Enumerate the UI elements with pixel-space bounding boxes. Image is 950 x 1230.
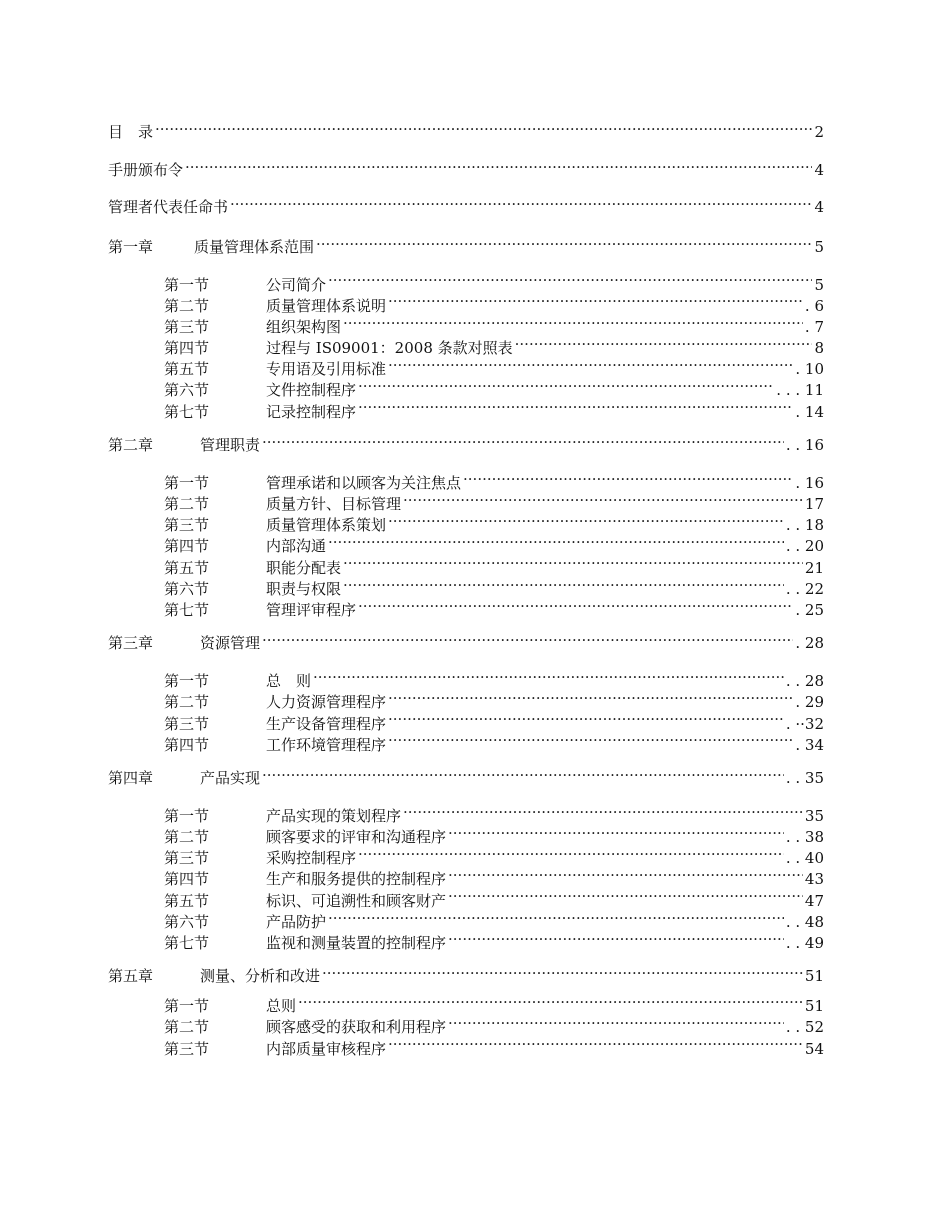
section-label: 第二节 <box>164 495 210 513</box>
dot-leader <box>328 913 784 927</box>
toc-section[interactable] <box>108 402 824 423</box>
dot-leader <box>388 693 793 707</box>
toc-section[interactable] <box>108 536 824 557</box>
section-title: 文件控制程序 <box>266 381 357 400</box>
dot-leader <box>343 559 803 573</box>
toc-section[interactable] <box>108 515 824 536</box>
section-label: 第一节 <box>164 275 210 294</box>
section-label: 第七节 <box>164 934 210 952</box>
section-title: 管理评审程序 <box>266 600 357 619</box>
dot-leader <box>262 436 784 450</box>
page-number: . . 18 <box>785 516 824 535</box>
section-title: 顾客要求的评审和沟通程序 <box>266 828 447 847</box>
page-number: . . 49 <box>785 934 824 952</box>
toc-section[interactable] <box>108 827 824 848</box>
toc-chapter-1[interactable] <box>108 225 824 267</box>
page-number: . . 40 <box>785 849 824 868</box>
page-number: . . 20 <box>785 537 824 556</box>
dot-leader <box>388 297 803 311</box>
dot-leader <box>298 997 803 1011</box>
chapter-label: 第一章 <box>108 237 154 256</box>
toc-section[interactable] <box>108 912 824 933</box>
section-title: 人力资源管理程序 <box>266 693 387 712</box>
dot-leader <box>155 123 812 137</box>
page-number: . . 22 <box>785 579 824 598</box>
toc-section[interactable] <box>108 1017 824 1038</box>
page-number: . . 16 <box>785 435 824 454</box>
page-number: . . 38 <box>785 828 824 847</box>
section-title: 监视和测量装置的控制程序 <box>266 934 447 952</box>
dot-leader <box>316 238 812 252</box>
page-number: . ··32 <box>785 714 824 733</box>
chapter-title: 测量、分析和改进 <box>200 967 321 986</box>
dot-leader <box>358 849 784 863</box>
section-label: 第一节 <box>164 997 210 1016</box>
dot-leader <box>358 403 793 417</box>
dot-leader <box>403 807 803 821</box>
page-number: 17 <box>804 495 824 513</box>
page-number: . 25 <box>795 600 824 619</box>
toc-section[interactable] <box>108 275 824 296</box>
section-title: 组织架构图 <box>266 317 342 336</box>
toc-section[interactable] <box>108 806 824 827</box>
table-of-contents <box>108 112 824 1060</box>
section-title: 工作环境管理程序 <box>266 735 387 754</box>
chapter-title: 管理职责 <box>200 435 261 454</box>
toc-entry-contents[interactable] <box>108 112 824 150</box>
page-number: 54 <box>804 1039 824 1058</box>
chapter-label: 第二章 <box>108 435 154 454</box>
chapter-label: 第四章 <box>108 768 154 787</box>
dot-leader <box>358 381 774 395</box>
dot-leader <box>313 672 784 686</box>
page-number: 5 <box>814 275 824 294</box>
dot-leader <box>358 601 793 615</box>
section-label: 第四节 <box>164 537 210 556</box>
section-title: 职责与权限 <box>266 579 342 598</box>
section-title: 生产设备管理程序 <box>266 714 387 733</box>
toc-chapter-5[interactable] <box>108 954 824 996</box>
dot-leader <box>463 474 793 488</box>
toc-section[interactable] <box>108 338 824 359</box>
page-number: . . . 11 <box>776 381 824 400</box>
dot-leader <box>403 495 803 509</box>
toc-chapter-2[interactable] <box>108 423 824 465</box>
chapter-label: 第五章 <box>108 967 154 986</box>
toc-section[interactable] <box>108 579 824 600</box>
dot-leader <box>515 339 812 353</box>
section-title: 总 则 <box>266 672 312 691</box>
section-title: 质量管理体系说明 <box>266 296 387 315</box>
section-title: 质量方针、目标管理 <box>266 495 402 513</box>
page-number: 51 <box>804 997 824 1016</box>
section-title: 质量管理体系策划 <box>266 516 387 535</box>
page-number: . 28 <box>795 634 824 653</box>
section-label: 第七节 <box>164 402 210 421</box>
dot-leader <box>448 828 784 842</box>
section-title: 顾客感受的获取和利用程序 <box>266 1018 447 1037</box>
toc-section[interactable] <box>108 473 824 494</box>
page-number: . . 28 <box>785 672 824 691</box>
section-label: 第五节 <box>164 360 210 379</box>
section-title: 公司简介 <box>266 275 327 294</box>
page-number: . 14 <box>795 402 824 421</box>
toc-section[interactable] <box>108 869 824 890</box>
dot-leader <box>328 537 784 551</box>
dot-leader <box>262 769 784 783</box>
toc-section[interactable] <box>108 996 824 1017</box>
toc-section[interactable] <box>108 494 824 515</box>
entry-title: 管理者代表任命书 <box>108 198 229 216</box>
dot-leader <box>322 967 803 981</box>
page-number: . 10 <box>795 360 824 379</box>
toc-section[interactable] <box>108 692 824 713</box>
dot-leader <box>388 736 793 750</box>
toc-entry-rep-appointment[interactable] <box>108 187 824 225</box>
page-number: 8 <box>814 339 824 358</box>
page-number: . 34 <box>795 735 824 754</box>
page-number: . 6 <box>804 296 824 315</box>
page-number: 43 <box>804 870 824 889</box>
toc-section[interactable] <box>108 891 824 912</box>
entry-title: 目 录 <box>108 123 154 141</box>
dot-leader <box>343 580 784 594</box>
section-title: 总则 <box>266 997 297 1016</box>
page-number: 21 <box>804 558 824 577</box>
page-number: 47 <box>804 891 824 910</box>
dot-leader <box>388 1040 803 1054</box>
section-label: 第二节 <box>164 693 210 712</box>
section-label: 第五节 <box>164 558 210 577</box>
dot-leader <box>328 276 812 290</box>
chapter-title: 产品实现 <box>200 768 261 787</box>
section-label: 第七节 <box>164 600 210 619</box>
section-title: 管理承诺和以顾客为关注焦点 <box>266 473 462 492</box>
section-title: 标识、可追溯性和顾客财产 <box>266 891 447 910</box>
page-number: . 29 <box>795 693 824 712</box>
section-label: 第五节 <box>164 891 210 910</box>
toc-section[interactable] <box>108 380 824 401</box>
page-number: . . 35 <box>785 768 824 787</box>
toc-section[interactable] <box>108 296 824 317</box>
toc-section[interactable] <box>108 359 824 380</box>
page-number: 4 <box>814 160 824 179</box>
section-title: 记录控制程序 <box>266 402 357 421</box>
page-number: 4 <box>814 198 824 216</box>
chapter-title: 质量管理体系范围 <box>194 237 315 256</box>
page-number: 35 <box>804 806 824 825</box>
dot-leader <box>343 318 803 332</box>
toc-section[interactable] <box>108 735 824 756</box>
page-number: . 16 <box>795 473 824 492</box>
page-number: 51 <box>804 967 824 986</box>
section-label: 第三节 <box>164 849 210 868</box>
toc-section[interactable] <box>108 848 824 869</box>
section-title: 内部质量审核程序 <box>266 1039 387 1058</box>
toc-section[interactable] <box>108 714 824 735</box>
chapter-title: 资源管理 <box>200 634 261 653</box>
section-title: 生产和服务提供的控制程序 <box>266 870 447 889</box>
section-title: 产品实现的策划程序 <box>266 806 402 825</box>
section-label: 第四节 <box>164 735 210 754</box>
toc-section[interactable] <box>108 933 824 954</box>
dot-leader <box>388 715 784 729</box>
section-label: 第一节 <box>164 806 210 825</box>
dot-leader <box>448 870 803 884</box>
section-label: 第六节 <box>164 381 210 400</box>
toc-section[interactable] <box>108 1039 824 1060</box>
toc-section[interactable] <box>108 671 824 692</box>
page-number: . 7 <box>804 317 824 336</box>
section-title: 职能分配表 <box>266 558 342 577</box>
section-label: 第三节 <box>164 714 210 733</box>
dot-leader <box>185 161 812 175</box>
section-label: 第一节 <box>164 672 210 691</box>
section-label: 第一节 <box>164 473 210 492</box>
section-label: 第二节 <box>164 296 210 315</box>
entry-title: 手册颁布令 <box>108 160 184 179</box>
section-label: 第三节 <box>164 516 210 535</box>
section-title: 过程与 IS09001：2008 条款对照表 <box>266 339 513 358</box>
toc-entry-manual-decree[interactable] <box>108 150 824 188</box>
toc-chapter-4[interactable] <box>108 756 824 798</box>
dot-leader <box>448 934 784 948</box>
toc-section[interactable] <box>108 600 824 621</box>
section-label: 第四节 <box>164 870 210 889</box>
dot-leader <box>230 198 812 212</box>
dot-leader <box>388 516 784 530</box>
section-label: 第三节 <box>164 317 210 336</box>
dot-leader <box>388 360 793 374</box>
toc-chapter-3[interactable] <box>108 621 824 663</box>
section-title: 内部沟通 <box>266 537 327 556</box>
section-title: 专用语及引用标准 <box>266 360 387 379</box>
section-label: 第三节 <box>164 1039 210 1058</box>
dot-leader <box>448 1018 784 1032</box>
page-number: . . 52 <box>785 1018 824 1037</box>
toc-section[interactable] <box>108 558 824 579</box>
section-label: 第六节 <box>164 579 210 598</box>
page-number: 5 <box>814 237 824 256</box>
page-number: 2 <box>814 123 824 141</box>
section-title: 产品防护 <box>266 912 327 931</box>
chapter-label: 第三章 <box>108 634 154 653</box>
section-title: 采购控制程序 <box>266 849 357 868</box>
dot-leader <box>262 634 793 648</box>
toc-section[interactable] <box>108 317 824 338</box>
section-label: 第六节 <box>164 912 210 931</box>
section-label: 第二节 <box>164 828 210 847</box>
dot-leader <box>448 892 803 906</box>
section-label: 第二节 <box>164 1018 210 1037</box>
section-label: 第四节 <box>164 339 210 358</box>
page-number: . . 48 <box>785 912 824 931</box>
